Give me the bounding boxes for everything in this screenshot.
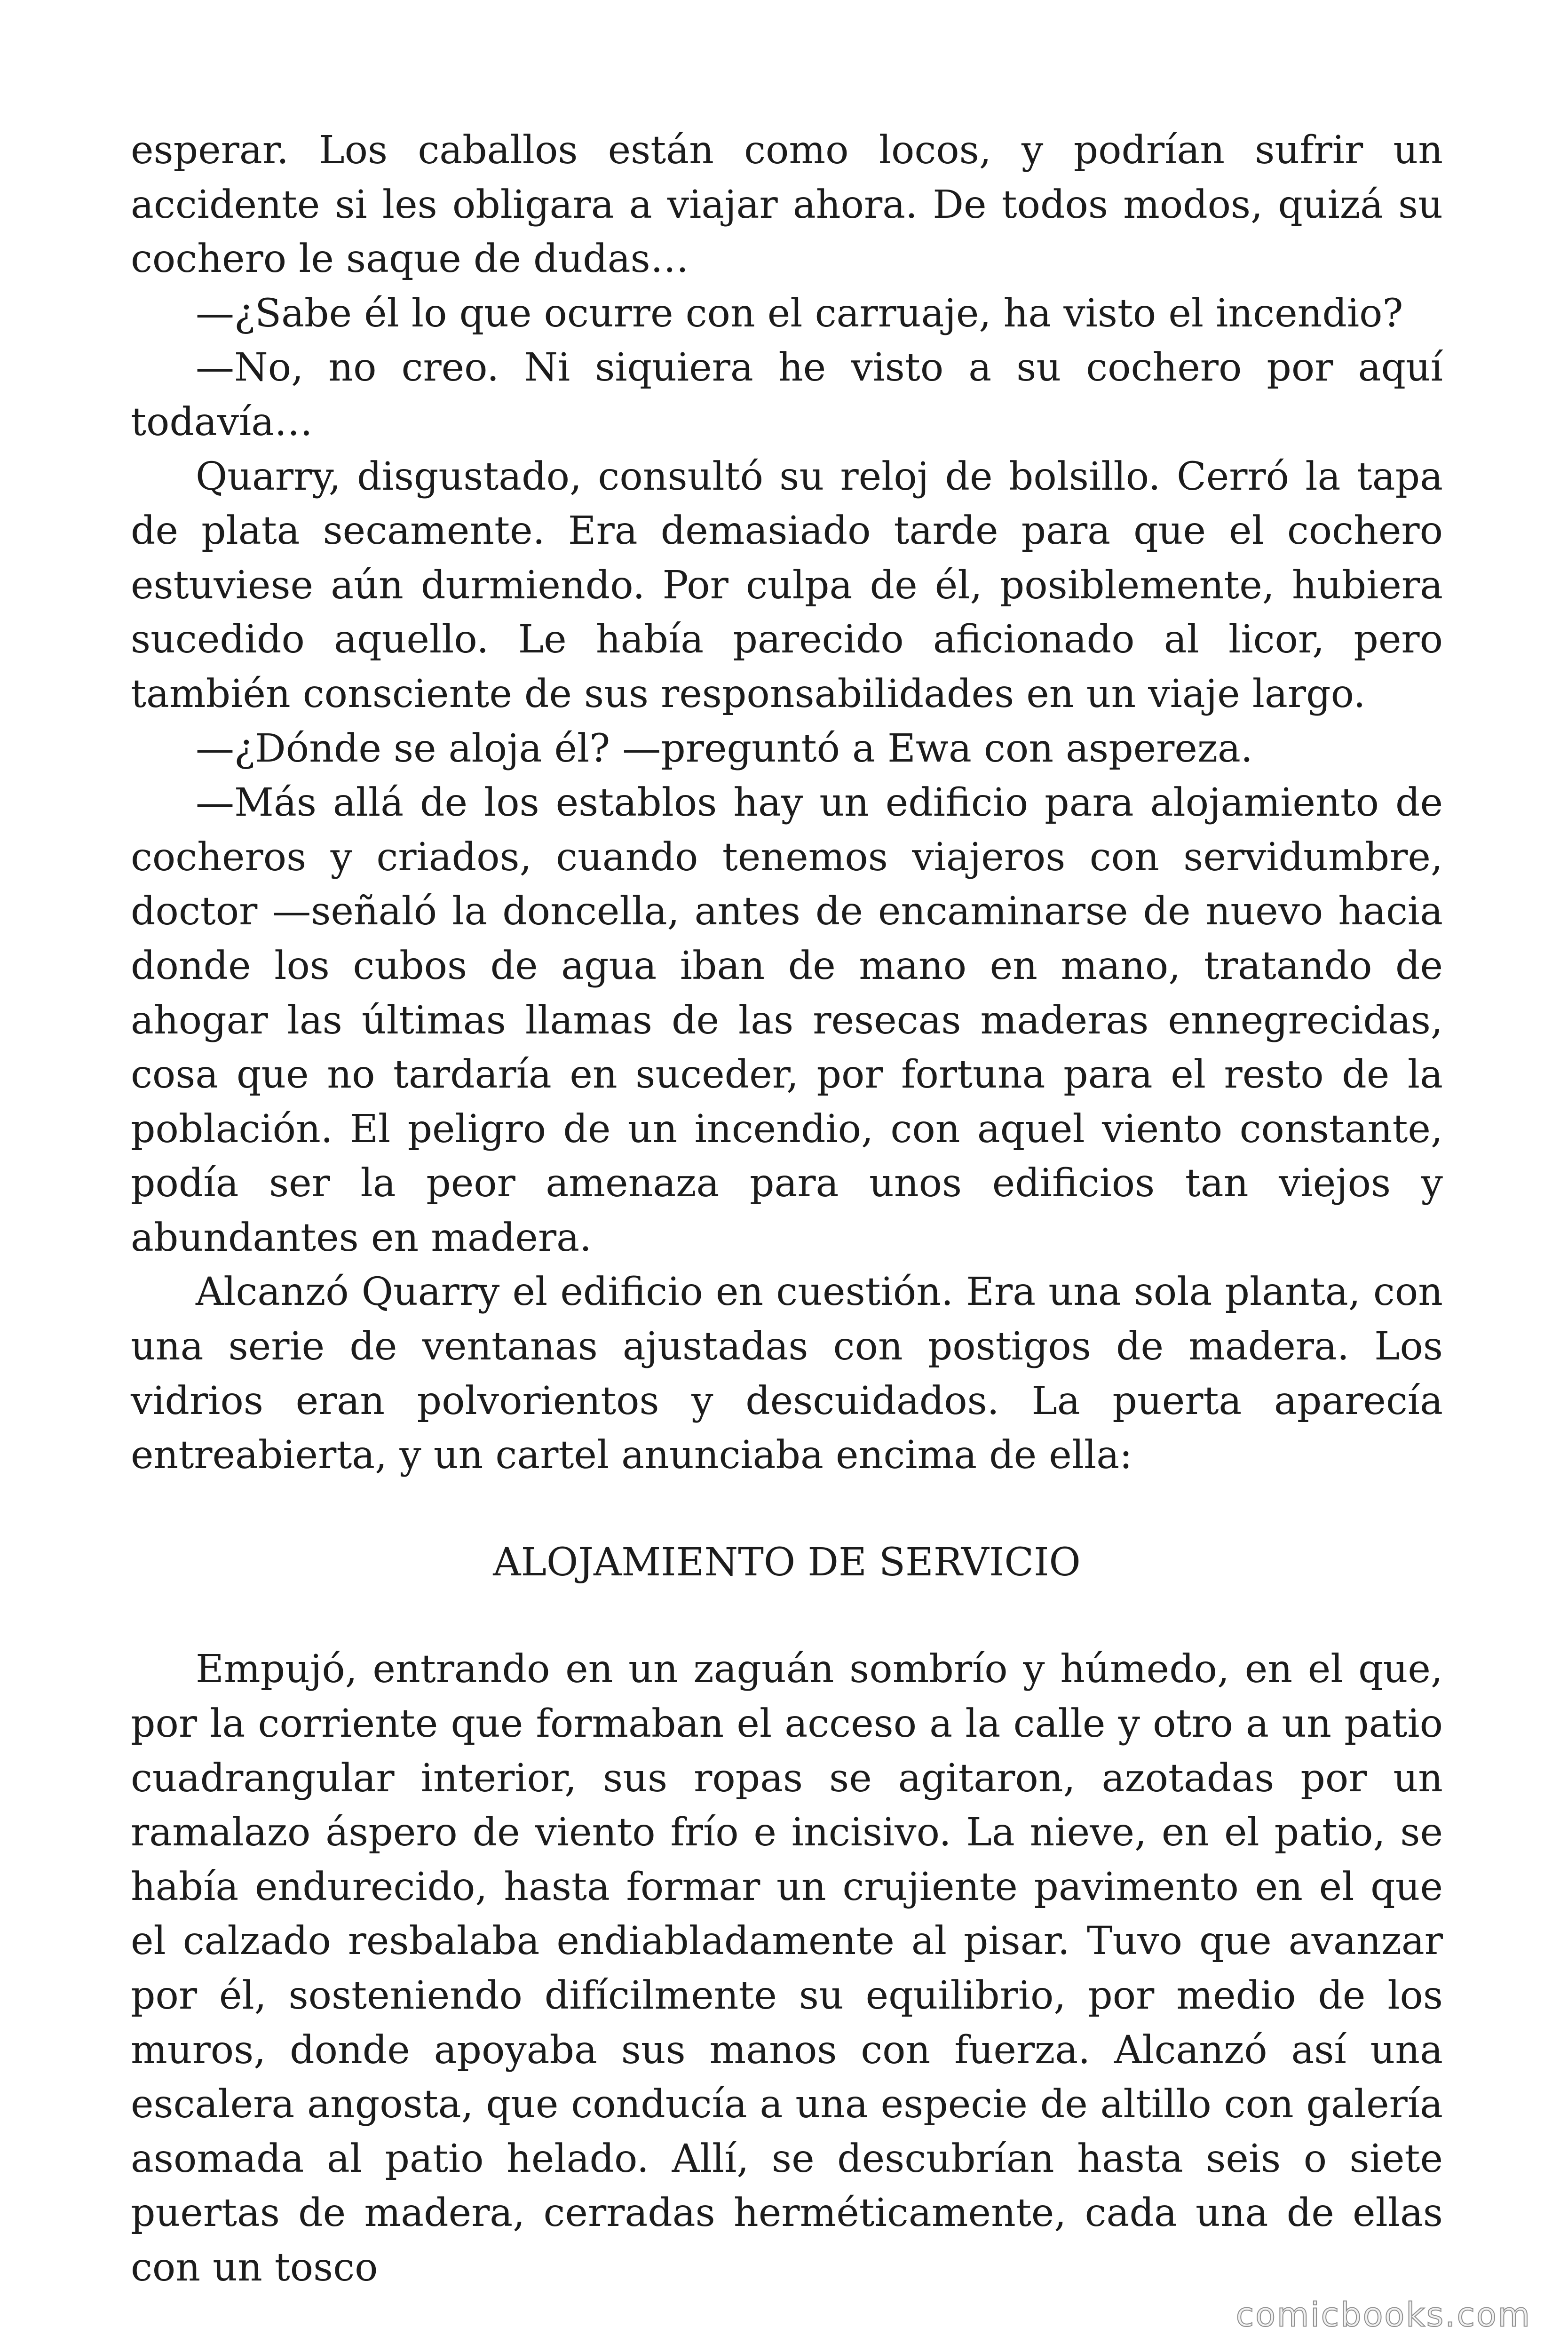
paragraph-continuation: esperar. Los caballos están como locos, y podrían sufrir un accidente si les obligara a viajar ahora. De todos modos, quizá su cochero le saque de dudas… <box>131 128 1443 282</box>
dialogue-line: —¿Sabe él lo que ocurre con el carruaje, ha visto el incendio? <box>196 291 1403 336</box>
watermark: comicbooks.com <box>1235 2296 1531 2334</box>
paragraph: Empujó, entrando en un zaguán sombrío y húmedo, en el que, por la corriente que formaban el acceso a la calle y otro a un patio cuadrangular interior, sus ropas se agitaron, azotadas por un ramalazo áspero de viento frío e incisivo. La nieve, en el patio, se había endurecido, hasta formar un crujiente pavimento en el que el calzado resbalaba endiabladamente al pisar. Tuvo que avanzar por él, sosteniendo difícilmente su equilibrio, por medio de los muros, donde apoyaba sus manos con fuerza. Alcanzó así una escalera angosta, que conducía a una especie de altillo con galería asomada al patio helado. Allí, se descubrían hasta seis o siete puertas de madera, cerradas herméticamente, cada una de ellas con un tosco <box>131 1647 1443 2290</box>
paragraph: Alcanzó Quarry el edificio en cuestión. Era una sola planta, con una serie de ventanas ajustadas con postigos de madera. Los vidrios eran polvorientos y descuidados. La puerta aparecía entreabierta, y un cartel anunciaba encima de ella: <box>131 1270 1443 1478</box>
dialogue-line: —¿Dónde se aloja él? —preguntó a Ewa con aspereza. <box>196 726 1253 771</box>
dialogue-line: —No, no creo. Ni siquiera he visto a su cochero por aquí todavía… <box>131 345 1443 445</box>
page-text <box>131 123 1443 2295</box>
paragraph: Quarry, disgustado, consultó su reloj de bolsillo. Cerró la tapa de plata secamente. Era demasiado tarde para que el cochero estuviese aún durmiendo. Por culpa de él, posiblemente, hubiera sucedido aquello. Le había parecido aficionado al licor, pero también consciente de sus responsabilidades en un viaje largo. <box>131 454 1443 716</box>
dialogue-line: —Más allá de los establos hay un edificio para alojamiento de cocheros y criados, cuando tenemos viajeros con servidumbre, doctor —señaló la doncella, antes de encaminarse de nuevo hacia donde los cubos de agua iban de mano en mano, tratando de ahogar las últimas llamas de las resecas maderas ennegrecidas, cosa que no tardaría en suceder, por fortuna para el resto de la población. El peligro de un incendio, con aquel viento constante, podía ser la peor amenaza para unos edificios tan viejos y abundantes en madera. <box>131 780 1443 1260</box>
sign-heading: ALOJAMIENTO DE SERVICIO <box>493 1540 1081 1585</box>
